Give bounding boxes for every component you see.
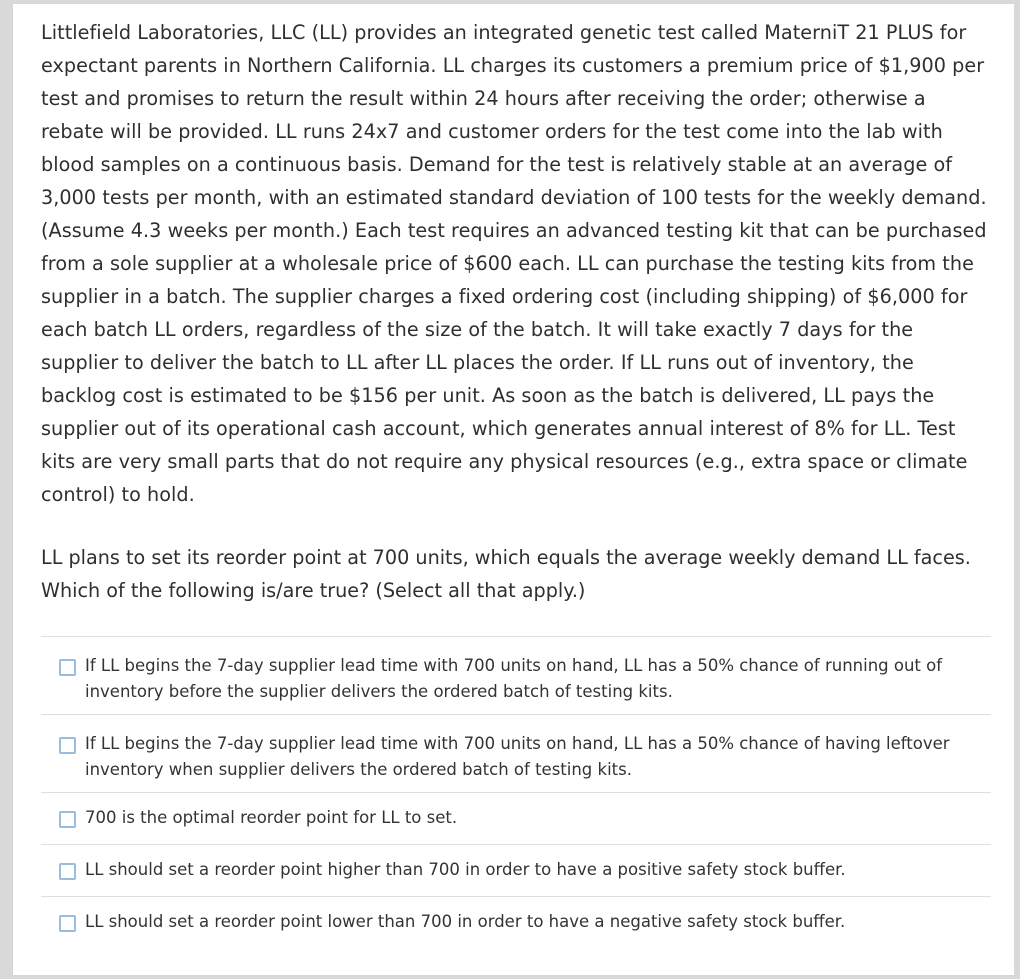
question-block — [41, 16, 991, 511]
answer-option-2[interactable] — [41, 714, 991, 792]
answer-option-5[interactable] — [41, 896, 991, 948]
option-label-1: If LL begins the 7-day supplier lead time with 700 units on hand, LL has a 50% chance of running out of inventory before the supplier delivers the ordered batch of testing kits. — [85, 656, 943, 701]
option-label-3: 700 is the optimal reorder point for LL to set. — [85, 808, 458, 827]
option-label-2: If LL begins the 7-day supplier lead time with 700 units on hand, LL has a 50% chance of having leftover inventory when supplier delivers the ordered batch of testing kits. — [85, 734, 950, 779]
question-panel — [12, 4, 1014, 976]
problem-text: Littlefield Laboratories, LLC (LL) provides an integrated genetic test called MaterniT 21 PLUS for expectant parents in Northern California. LL charges its customers a premium price of $1,900 per test and promises to return the result within 24 hours after receiving the order; otherwise a rebate will be provided. LL runs 24x7 and customer orders for the test come into the lab with blood samples on a continuous basis. Demand for the test is relatively stable at an average of 3,000 tests per month, with an estimated standard deviation of 100 tests for the weekly demand. (Assume 4.3 weeks per month.) Each test requires an advanced testing kit that can be purchased from a sole supplier at a wholesale price of $600 each. LL can purchase the testing kits from the supplier in a batch. The supplier charges a fixed ordering cost (including shipping) of $6,000 for each batch LL orders, regardless of the size of the batch. It will take exactly 7 days for the supplier to deliver the batch to LL after LL places the order. If LL runs out of inventory, the backlog cost is estimated to be $156 per unit. As soon as the batch is delivered, LL pays the supplier out of its operational cash account, which generates annual interest of 8% for LL. Test kits are very small parts that do not require any physical resources (e.g., extra space or climate control) to hold. — [41, 21, 987, 506]
answer-option-1[interactable] — [41, 636, 991, 714]
checkbox-option-4[interactable] — [59, 863, 76, 880]
question-prompt: LL plans to set its reorder point at 700 units, which equals the average weekly demand LL faces. Which of the following is/are true? (Select all that apply.) — [41, 546, 971, 602]
option-label-4: LL should set a reorder point higher than 700 in order to have a positive safety stock buffer. — [85, 860, 846, 879]
answer-option-4[interactable] — [41, 844, 991, 896]
checkbox-option-2[interactable] — [59, 737, 76, 754]
checkbox-option-3[interactable] — [59, 811, 76, 828]
checkbox-option-1[interactable] — [59, 659, 76, 676]
answer-option-3[interactable] — [41, 792, 991, 844]
answer-options — [41, 636, 991, 948]
option-label-5: LL should set a reorder point lower than 700 in order to have a negative safety stock buffer. — [85, 912, 846, 931]
checkbox-option-5[interactable] — [59, 915, 76, 932]
